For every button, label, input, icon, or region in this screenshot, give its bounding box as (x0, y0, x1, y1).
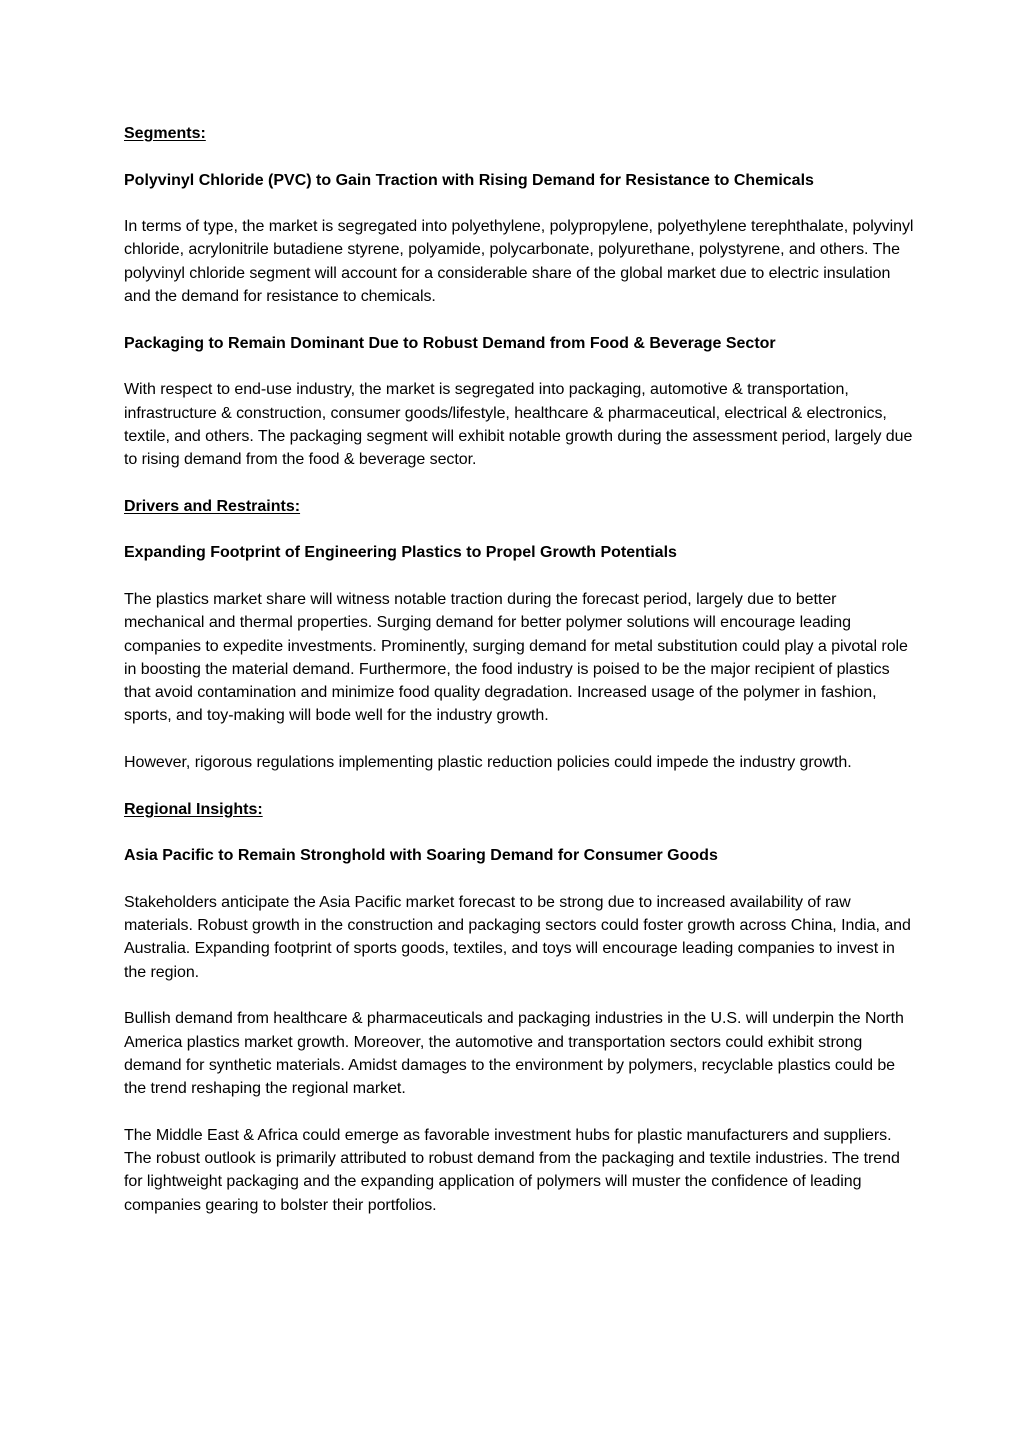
subheading-engineering-plastics: Expanding Footprint of Engineering Plastics to Propel Growth Potentials (124, 544, 677, 562)
subheading-pvc: Polyvinyl Chloride (PVC) to Gain Traction with Rising Demand for Resistance to Chemicals (124, 171, 814, 189)
section-heading-segments: Segments: (124, 125, 206, 142)
section-heading-drivers-restraints: Drivers and Restraints: (124, 497, 301, 515)
document-page (124, 122, 914, 1240)
paragraph-type-segmentation: In terms of type, the market is segregated into polyethylene, polypropylene, polyethylene terephthalate, polyvinyl chloride, acrylonitrile butadiene styrene, polyamide, polycarbonate, polyurethane, polystyrene, and others. The polyvinyl chloride segment will account for a considerable share of the global market due to electric insulation and the demand for resistance to chemicals. (124, 218, 914, 306)
paragraph-restraints: However, rigorous regulations implementing plastic reduction policies could impede the industry growth. (124, 754, 852, 772)
paragraph-middle-east-africa: The Middle East & Africa could emerge as favorable investment hubs for plastic manufacturers and suppliers. The robust outlook is primarily attributed to robust demand from the packaging and textile industries. The trend for lightweight packaging and the expanding application of polymers will muster the confidence of leading companies gearing to bolster their portfolios. (124, 1126, 900, 1214)
paragraph-asia-pacific: Stakeholders anticipate the Asia Pacific market forecast to be strong due to increased availability of raw materials. Robust growth in the construction and packaging sectors could foster growth across China, India, and Australia. Expanding footprint of sports goods, textiles, and toys will encourage leading companies to invest in the region. (124, 893, 911, 981)
subheading-asia-pacific: Asia Pacific to Remain Stronghold with Soaring Demand for Consumer Goods (124, 847, 718, 865)
paragraph-end-use-segmentation: With respect to end-use industry, the market is segregated into packaging, automotive & transportation, infrastructure & construction, consumer goods/lifestyle, healthcare & pharmaceutical, electrical & electronics, textile, and others. The packaging segment will exhibit notable growth during the assessment period, largely due to rising demand from the food & beverage sector. (124, 381, 913, 469)
section-heading-regional-insights: Regional Insights: (124, 800, 263, 818)
paragraph-drivers: The plastics market share will witness notable traction during the forecast period, largely due to better mechanical and thermal properties. Surging demand for better polymer solutions will encourage leading companies to expedite investments. Prominently, surging demand for metal substitution could play a pivotal role in boosting the material demand. Furthermore, the food industry is poised to be the major recipient of plastics that avoid contamination and minimize food quality degradation. Increased usage of the polymer in fashion, sports, and toy-making will bode well for the industry growth. (124, 590, 908, 725)
subheading-packaging: Packaging to Remain Dominant Due to Robust Demand from Food & Beverage Sector (124, 334, 776, 352)
paragraph-north-america: Bullish demand from healthcare & pharmaceuticals and packaging industries in the U.S. will underpin the North America plastics market growth. Moreover, the automotive and transportation sectors could exhibit strong demand for synthetic materials. Amidst damages to the environment by polymers, recyclable plastics could be the trend reshaping the regional market. (124, 1010, 904, 1098)
